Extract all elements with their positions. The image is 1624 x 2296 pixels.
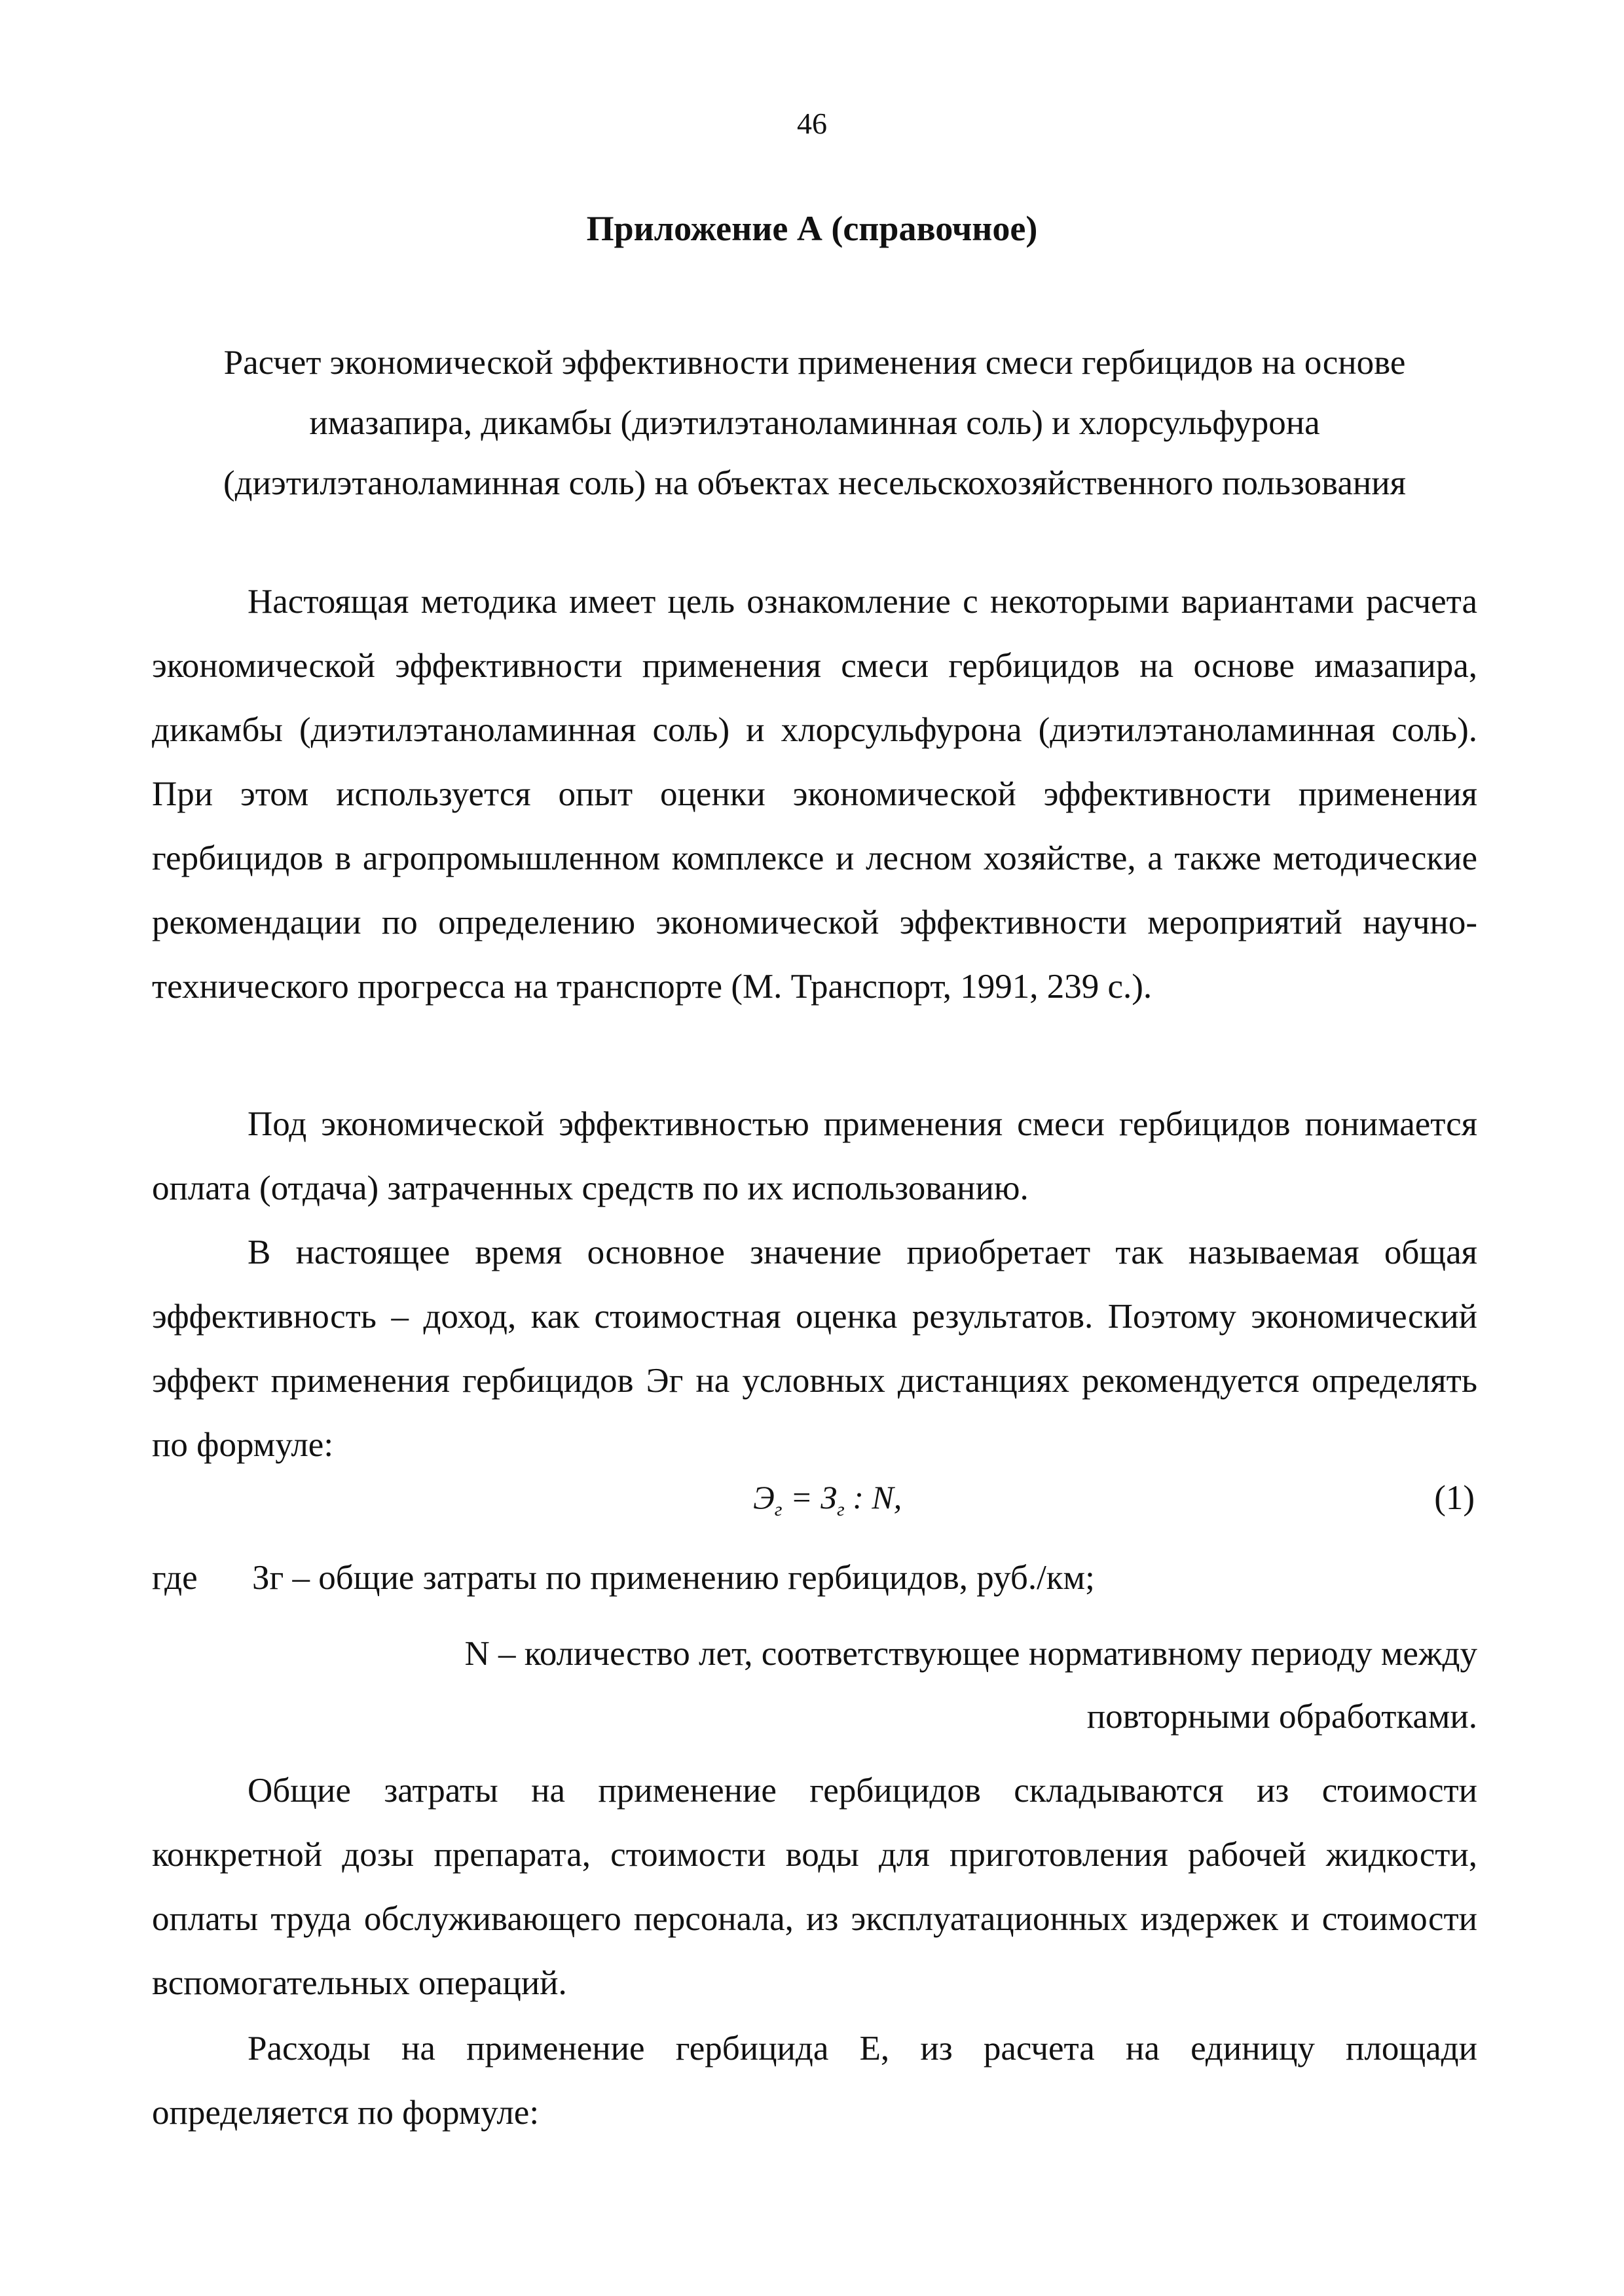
paragraph-economic-effect: В настоящее время основное значение приобретает так называемая общая эффективность – доход, как стоимостная оценка результатов. Поэтому экономический эффект применения гербицидов Эг на условных дистанциях рекомендуется определять по формуле: [152,1233,1477,1464]
formula-tail: : N, [844,1479,902,1516]
formula-lhs: Э [753,1479,775,1516]
definition-years: N – количество лет, соответствующее нормативному периоду между повторными обработками. [464,1635,1477,1736]
formula-rhs: З [821,1479,837,1516]
subject-title-line-1: Расчет экономической эффективности применения смеси гербицидов на основе [223,344,1406,382]
formula-operator: = [782,1479,821,1516]
subject-title-line-3: (диэтилэтаноламинная соль) на объектах несельскохозяйственного пользования [223,464,1406,502]
paragraph-expenses: Расходы на применение гербицида Е, из расчета на единицу площади определяется по формуле: [152,2030,1477,2132]
paragraph-methodology: Настоящая методика имеет цель ознакомление с некоторыми вариантами расчета экономической эффективности применения смеси гербицидов на основе имазапира, дикамбы (диэтилэтаноламинная соль) и хлорсульфурона (диэтилэтаноламинная соль). При этом используется опыт оценки экономической эффективности применения гербицидов в агропромышленном комплексе и лесном хозяйстве, а также методические рекомендации по определению экономической эффективности мероприятий научно-технического прогресса на транспорте (М. Транспорт, 1991, 239 с.). [152,583,1477,1006]
paragraph-definition: Под экономической эффективностью применения смеси гербицидов понимается оплата (отдача) затраченных средств по их использованию. [152,1105,1477,1207]
definition-total-costs: Зг – общие затраты по применению гербицидов, руб./км; [252,1559,1095,1597]
subject-title [149,333,1480,513]
formula-lhs-subscript: г [774,1499,783,1520]
paragraph-total-costs: Общие затраты на применение гербицидов складываются из стоимости конкретной дозы препарата, стоимости воды для приготовления рабочей жидкости, оплаты труда обслуживающего персонала, из эксплуатационных издержек и стоимости вспомогательных операций. [152,1772,1477,2002]
appendix-title: Приложение А (справочное) [586,209,1038,248]
formula-rhs-subscript: г [836,1499,845,1520]
where-label: где [152,1559,198,1597]
subject-title-line-2: имазапира, дикамбы (диэтилэтаноламинная соль) и хлорсульфурона [309,404,1320,442]
formula-economic-effect [753,1478,902,1521]
formula-number: (1) [1434,1479,1475,1517]
page-number: 46 [797,107,827,140]
